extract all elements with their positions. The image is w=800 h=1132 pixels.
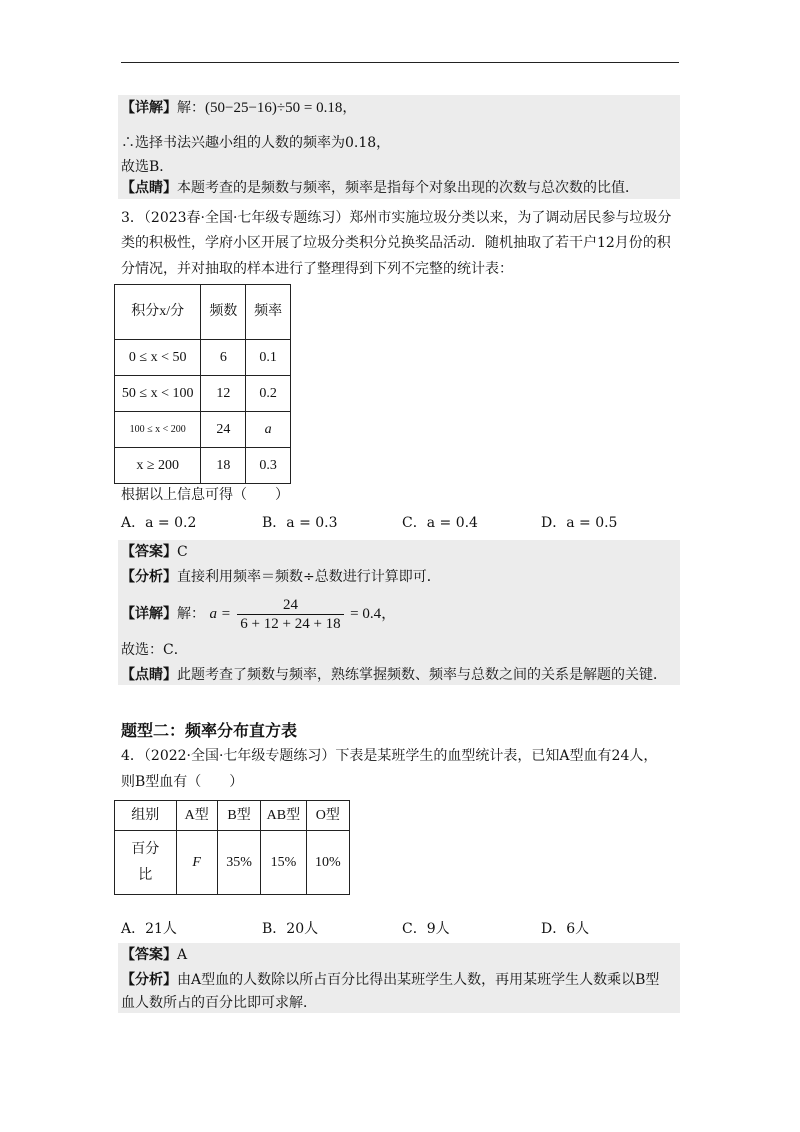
table-cell: x ≥ 200	[115, 448, 201, 484]
q4-analysis-tag: 【分析】	[121, 972, 177, 988]
q3-option-b: B．a = 0.3	[262, 515, 338, 531]
table-cell: 0.2	[246, 376, 291, 412]
q3-choose-line: 故选：C．	[121, 642, 188, 658]
detail-line	[121, 98, 356, 118]
q4-option-d: D．6人	[541, 921, 590, 937]
q4-row-label: 百分比	[115, 831, 177, 895]
q4-analysis-text: 由A型血的人数除以所占百分比得出某班学生人数，再用某班学生人数乘以B型	[177, 972, 660, 988]
q3-header-frequency-rate: 频率	[246, 285, 291, 340]
table-cell: 10%	[306, 831, 349, 895]
header-rule	[121, 62, 679, 63]
q3-answer-tag: 【答案】	[121, 544, 177, 560]
q3-option-a: A．a = 0.2	[121, 515, 197, 531]
table-cell: 0.1	[246, 340, 291, 376]
q3-comment-tag: 【点睛】	[121, 667, 177, 683]
q4-option-b: B．20人	[262, 921, 319, 937]
q4-analysis-line-1	[121, 970, 659, 990]
table-cell: a	[246, 412, 291, 448]
table-cell: 15%	[261, 831, 306, 895]
q3-detail-line	[121, 595, 396, 633]
q4-blood-type-table	[114, 800, 350, 895]
choose-line: 故选B．	[121, 159, 174, 175]
q3-option-c: C．a = 0.4	[402, 515, 478, 531]
detail-text: 解：	[177, 100, 205, 116]
q3-answer: C	[177, 544, 188, 560]
q3-analysis-tag: 【分析】	[121, 569, 177, 585]
q3-detail-tag: 【详解】	[121, 606, 177, 622]
q4-answer-line	[121, 945, 187, 965]
q3-analysis: 直接利用频率＝频数÷总数进行计算即可．	[177, 569, 441, 585]
table-cell: 18	[201, 448, 246, 484]
table-cell: F	[176, 831, 217, 895]
q3-stem-line-2: 类的积极性，学府小区开展了垃圾分类积分兑换奖品活动．随机抽取了若干户12月份的积	[121, 235, 671, 251]
q3-fraction	[237, 596, 343, 633]
table-cell: 100 ≤ x < 200	[115, 412, 201, 448]
q3-option-d: D．a = 0.5	[541, 515, 618, 531]
comment-tag: 【点睛】	[121, 180, 177, 196]
comment-text: 本题考查的是频数与频率，频率是指每个对象出现的次数与总次数的比值．	[177, 180, 639, 196]
q4-stem-line-2: 则B型血有（ ）	[121, 774, 244, 790]
q4-answer: A	[177, 947, 188, 963]
detail-tail: ，	[342, 100, 357, 116]
detail-tag: 【详解】	[121, 100, 177, 116]
q3-stem-line-1: 3．（2023春·全国·七年级专题练习）郑州市实施垃圾分类以来，为了调动居民参与垃圾分	[121, 210, 672, 226]
table-cell: 0.3	[246, 448, 291, 484]
q3-comment-line	[121, 665, 667, 685]
comment-line	[121, 178, 639, 198]
section-title: 题型二：频率分布直方表	[121, 721, 298, 740]
table-cell: 12	[201, 376, 246, 412]
q4-option-a: A．21人	[121, 921, 177, 937]
table-cell: 24	[201, 412, 246, 448]
q3-header-frequency-count: 频数	[201, 285, 246, 340]
table-cell: 0 ≤ x < 50	[115, 340, 201, 376]
q3-header-score: 积分x/分	[115, 285, 201, 340]
table-cell: 35%	[217, 831, 260, 895]
q4-header-group: 组别	[115, 801, 177, 831]
q4-analysis-line-2: 血人数所占的百分比即可求解．	[121, 995, 317, 1011]
q4-header-a: A型	[176, 801, 217, 831]
q4-header-ab: AB型	[261, 801, 306, 831]
q3-detail-rhs: = 0.4，	[350, 606, 397, 622]
q3-analysis-line	[121, 567, 441, 587]
q3-answer-line	[121, 542, 188, 562]
q4-header-b: B型	[217, 801, 260, 831]
q3-comment-text: 此题考查了频数与频率，熟练掌握频数、频率与总数之间的关系是解题的关键．	[177, 667, 667, 683]
conclusion-line: ∴选择书法兴趣小组的人数的频率为0.18，	[121, 135, 391, 151]
q3-ask: 根据以上信息可得（ ）	[121, 487, 289, 503]
q3-detail-text: 解：	[177, 606, 205, 622]
q4-stem-line-1: 4．（2022·全国·七年级专题练习）下表是某班学生的血型统计表，已知A型血有24人，	[121, 748, 658, 764]
q3-fraction-denominator: 6 + 12 + 24 + 18	[237, 614, 343, 633]
detail-expression: (50−25−16)÷50 = 0.18	[205, 100, 343, 116]
q4-option-c: C．9人	[402, 921, 450, 937]
table-cell: 50 ≤ x < 100	[115, 376, 201, 412]
q4-header-o: O型	[306, 801, 349, 831]
q3-score-table	[114, 284, 291, 484]
table-cell: 6	[201, 340, 246, 376]
q3-detail-lhs: a =	[209, 606, 231, 622]
q3-stem-line-3: 分情况，并对抽取的样本进行了整理得到下列不完整的统计表：	[121, 261, 513, 277]
q4-answer-tag: 【答案】	[121, 947, 177, 963]
q3-fraction-numerator: 24	[282, 596, 298, 613]
